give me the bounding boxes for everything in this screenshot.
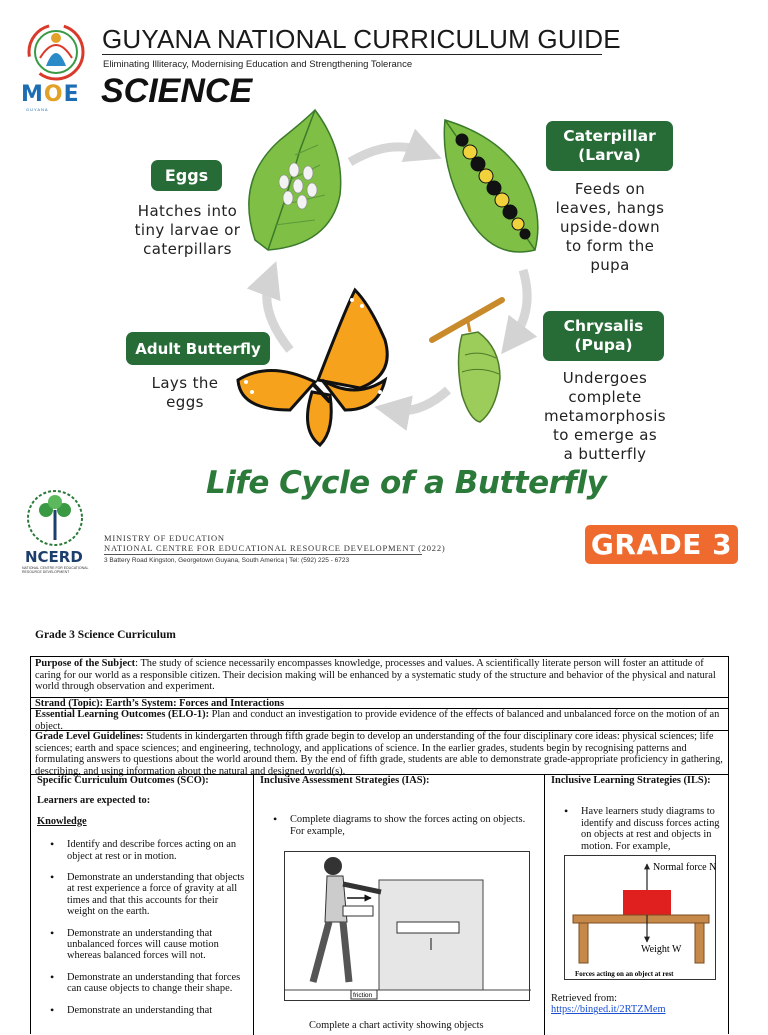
list-item: • Demonstrate an understanding that forces can cause objects to change their shape. — [37, 972, 247, 995]
purpose-box — [30, 656, 729, 698]
list-item: • Demonstrate an understanding that objects at rest experience a force of gravity at all times and that this accounts for their weight on the earth. — [37, 872, 247, 918]
list-item: • Complete diagrams to show the forces acting on objects. For example, — [260, 814, 538, 837]
ils-column — [545, 775, 730, 1035]
ias-column — [254, 775, 545, 1035]
sco-list — [37, 839, 247, 1016]
elo-box — [30, 708, 729, 731]
elo-text: Plan and conduct an investigation to provide evidence of the effects of balanced and unbalanced force on the motion of an object. — [35, 709, 720, 732]
stage-label-eggs: Eggs — [151, 160, 222, 191]
sco-column — [31, 775, 254, 1035]
butterfly-illustration — [238, 290, 387, 445]
ncerd-logo-text: NCERD — [25, 548, 83, 566]
sco-subheading: Learners are expected to: — [37, 795, 151, 807]
forces-at-rest-figure — [564, 855, 716, 980]
grade-badge: GRADE 3 — [585, 525, 738, 564]
weight-label: Weight W — [641, 944, 682, 955]
cycle-arrow-1 — [350, 147, 425, 162]
list-item: • Demonstrate an understanding that — [37, 1005, 247, 1016]
caterpillar-illustration — [444, 120, 538, 252]
purpose-label: Purpose of the Subject — [35, 658, 136, 669]
ministry-divider — [104, 554, 422, 555]
guide-title: GUYANA NATIONAL CURRICULUM GUIDE — [102, 24, 621, 54]
outcomes-table — [30, 774, 729, 1034]
stage-label-caterpillar: Caterpillar (Larva) — [546, 121, 673, 171]
chrysalis-illustration — [432, 300, 502, 422]
stage-desc-chrysalis: Undergoes complete metamorphosis to emerge as a butterfly — [543, 369, 667, 463]
ias-header: Inclusive Assessment Strategies (IAS): — [260, 775, 430, 786]
doc-heading: Grade 3 Science Curriculum — [35, 629, 176, 641]
forces-at-rest-illustration — [565, 856, 717, 981]
ias-cut-text: Complete a chart activity showing objects — [309, 1020, 484, 1031]
knowledge-heading: Knowledge — [37, 815, 87, 827]
glg-text: Students in kindergarten through fifth grade begin to develop an understanding of the four disciplinary core ideas: physical sciences; life sciences; earth and space sciences; and engineering, technology, and applications of science. In the earlier grades, students begin by recognising patterns and formulating answers to questions about the world around them. By the end of fifth grade, students are able to demonstrate grade-appropriate proficiency in gathering, describing, and using information about the natural and designed world(s). — [35, 731, 723, 777]
stage-desc-eggs: Hatches into tiny larvae or caterpillars — [134, 202, 241, 258]
strand-text: Strand (Topic): Earth’s System: Forces and Interactions — [35, 698, 284, 709]
retrieved-label: Retrieved from: — [551, 993, 618, 1004]
subject-title: SCIENCE — [101, 72, 253, 110]
ias-list — [260, 814, 538, 837]
ils-list — [551, 806, 724, 852]
ministry-address: 3 Battery Road Kingston, Georgetown Guyana, South America | Tel: (592) 225 - 6723 — [104, 557, 350, 564]
push-box-figure — [284, 851, 530, 1001]
friction-label: friction — [353, 992, 373, 999]
title-divider — [102, 54, 602, 55]
push-box-illustration — [285, 852, 531, 1002]
cycle-arrow-4 — [267, 278, 290, 350]
normal-force-label: Normal force N — [653, 862, 717, 873]
retrieved-link[interactable]: https://binged.it/2RTZMem — [551, 1004, 666, 1016]
glg-box — [30, 730, 729, 775]
list-item: • Identify and describe forces acting on an object at rest or in motion. — [37, 839, 247, 862]
ministry-name: MINISTRY OF EDUCATION NATIONAL CENTRE FOR EDUCATIONAL RESOURCE DEVELOPMENT (2022) — [104, 533, 446, 553]
cycle-arrow-3 — [392, 390, 448, 411]
sco-header: Specific Curriculum Outcomes (SCO): — [37, 775, 209, 786]
cycle-arrow-2 — [512, 270, 527, 340]
purpose-text: : The study of science necessarily encompasses knowledge, processes and values. A scientifically literate person will foster an attitude of caring for our world as a responsible citizen. Their decision making will be enhanced by a systematic study of the structure and behavior of the physical and natural world through observation and experiment. — [35, 658, 716, 692]
moe-logo-subtext: GUYANA — [26, 107, 49, 112]
ncerd-logo — [22, 488, 88, 548]
stage-desc-caterpillar: Feeds on leaves, hangs upside-down to form the pupa — [555, 180, 665, 274]
life-cycle-diagram — [0, 110, 768, 480]
ils-header: Inclusive Learning Strategies (ILS): — [551, 775, 711, 786]
list-item: • Demonstrate an understanding that unbalanced forces will cause motion whereas balanced forces will not. — [37, 928, 247, 962]
ncerd-logo-subtext: NATIONAL CENTRE FOR EDUCATIONAL RESOURCE DEVELOPMENT — [22, 566, 89, 574]
figure-caption: Forces acting on an object at rest — [575, 970, 674, 978]
stage-label-adult-butterfly: Adult Butterfly — [126, 332, 270, 365]
moe-logo-text: MOE — [21, 82, 80, 107]
stage-label-chrysalis: Chrysalis (Pupa) — [543, 311, 664, 361]
glg-label: Grade Level Guidelines: — [35, 731, 144, 742]
list-item: • Have learners study diagrams to identify and discuss forces acting on objects at rest and objects in motion. For example, — [551, 806, 724, 852]
stage-desc-adult-butterfly: Lays the eggs — [151, 374, 219, 411]
retrieved-from — [551, 993, 730, 1016]
tagline: Eliminating Illiteracy, Modernising Education and Strengthening Tolerance — [103, 59, 413, 70]
elo-label: Essential Learning Outcomes (ELO-1): — [35, 709, 210, 720]
life-cycle-title: Life Cycle of a Butterfly — [206, 465, 607, 501]
